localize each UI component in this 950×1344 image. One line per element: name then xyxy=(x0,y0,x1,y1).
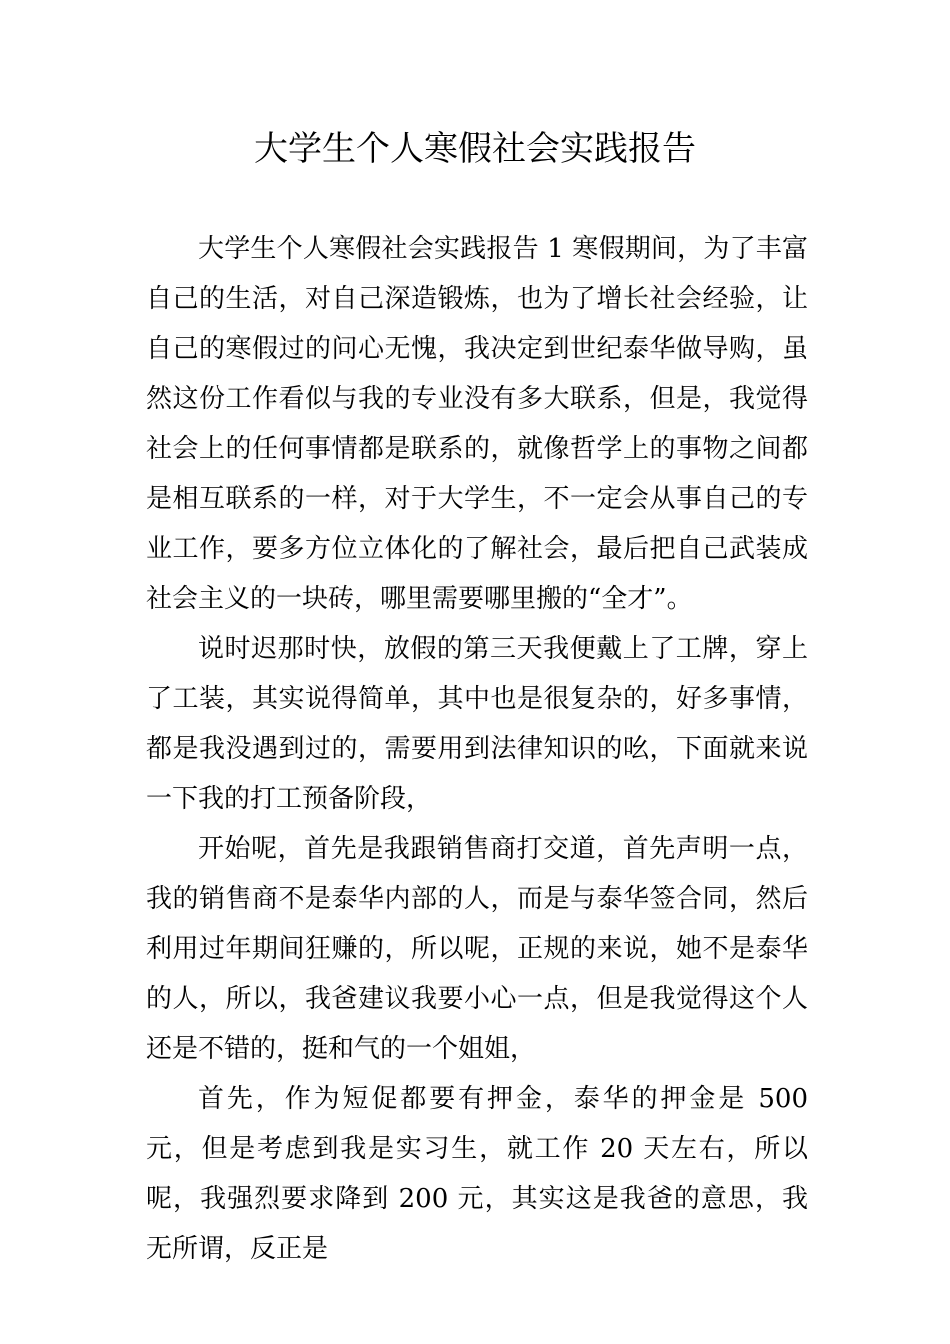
paragraph-4: 首先，作为短促都要有押金，泰华的押金是 500 元，但是考虑到我是实习生，就工作 20 天左右，所以呢，我强烈要求降到 200 元，其实这是我爸的意思，我无所谓，反正是 xyxy=(146,1084,808,1264)
paragraph-2: 说时迟那时快，放假的第三天我便戴上了工牌，穿上了工装，其实说得简单，其中也是很复杂的，好多事情，都是我没遇到过的，需要用到法律知识的吆，下面就来说一下我的打工预备阶段， xyxy=(146,634,808,814)
paragraph-3: 开始呢，首先是我跟销售商打交道，首先声明一点，我的销售商不是泰华内部的人，而是与泰华签合同，然后利用过年期间狂赚的，所以呢，正规的来说，她不是泰华的人，所以，我爸建议我要小心一点，但是我觉得这个人还是不错的，挺和气的一个姐姐， xyxy=(146,834,808,1064)
paragraph-1: 大学生个人寒假社会实践报告 1 寒假期间，为了丰富自己的生活，对自己深造锻炼，也为了增长社会经验，让自己的寒假过的问心无愧，我决定到世纪泰华做导购，虽然这份工作看似与我的专业没有多大联系，但是，我觉得社会上的任何事情都是联系的，就像哲学上的事物之间都是相互联系的一样，对于大学生，不一定会从事自己的专业工作，要多方位立体化的了解社会，最后把自己武装成社会主义的一块砖，哪里需要哪里搬的“全才”。 xyxy=(146,234,808,614)
document-body xyxy=(146,224,808,1274)
document-title: 大学生个人寒假社会实践报告 xyxy=(254,129,696,169)
